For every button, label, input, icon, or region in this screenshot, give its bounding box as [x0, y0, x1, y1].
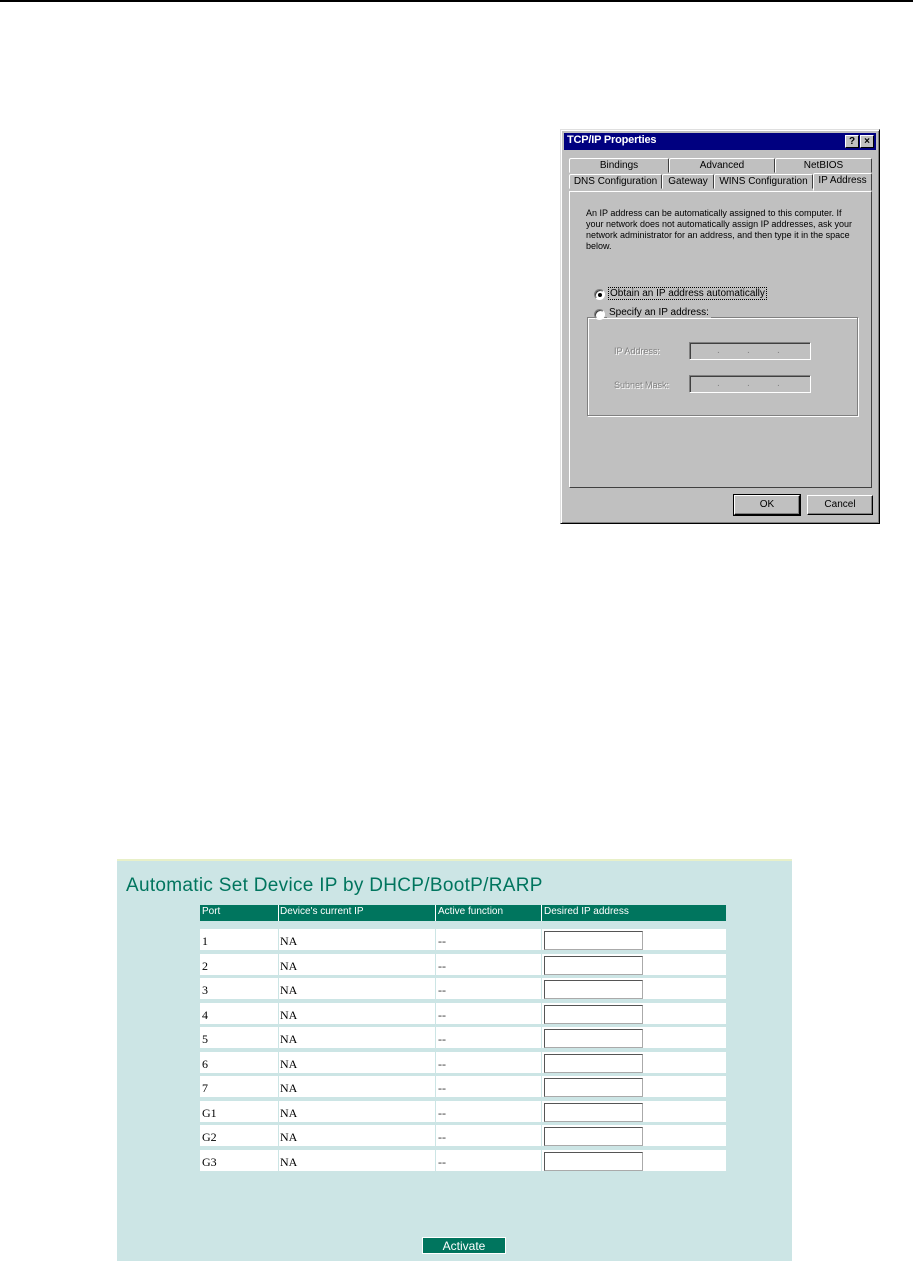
subnet-mask-field[interactable]: . . .	[689, 375, 811, 393]
desired-ip-input[interactable]	[544, 956, 643, 975]
activate-button[interactable]: Activate	[422, 1237, 506, 1254]
port-cell: 1	[202, 934, 208, 948]
tab-gateway[interactable]: Gateway	[662, 174, 714, 189]
current-ip-cell: NA	[280, 1081, 298, 1095]
desired-ip-input[interactable]	[544, 1152, 643, 1171]
table-row	[200, 978, 726, 999]
desired-ip-input[interactable]	[544, 980, 643, 999]
port-cell: 5	[202, 1032, 208, 1046]
radio-obtain-automatically-label[interactable]: Obtain an IP address automatically	[610, 288, 765, 299]
port-cell: 4	[202, 1007, 208, 1022]
tcpip-properties-dialog	[560, 129, 880, 524]
radio-obtain-automatically[interactable]	[594, 289, 605, 300]
table-row	[200, 1150, 726, 1171]
page-title: Automatic Set Device IP by DHCP/BootP/RARP	[126, 875, 543, 896]
active-function-cell: --	[438, 1081, 446, 1095]
current-ip-cell: NA	[280, 983, 298, 997]
page-top-rule	[0, 0, 913, 2]
port-cell: G2	[202, 1130, 217, 1144]
current-ip-cell: NA	[280, 1056, 298, 1071]
auto-set-ip-panel	[117, 859, 792, 1261]
current-ip-cell: NA	[280, 1130, 298, 1144]
ip-address-panel	[569, 191, 872, 488]
ok-button[interactable]: OK	[734, 495, 800, 515]
table-row	[200, 1003, 726, 1024]
port-cell: 3	[202, 983, 208, 997]
active-function-cell: --	[438, 934, 446, 948]
desired-ip-input[interactable]	[544, 1127, 643, 1146]
active-function-cell: --	[438, 958, 446, 973]
table-row	[200, 1076, 726, 1097]
tab-ip-address[interactable]: IP Address	[813, 173, 872, 191]
current-ip-cell: NA	[280, 1007, 298, 1022]
active-function-cell: --	[438, 1105, 446, 1120]
table-row	[200, 1125, 726, 1146]
desired-ip-input[interactable]	[544, 1005, 643, 1024]
table-row	[200, 1101, 726, 1122]
radio-specify-ip-label[interactable]: Specify an IP address:	[609, 307, 709, 318]
port-cell: 7	[202, 1081, 208, 1095]
ip-description: An IP address can be automatically assigned to this computer. If your network does not automatically assign IP addresses, ask your network administrator for an address, and then type it in the space below.	[586, 208, 852, 251]
desired-ip-input[interactable]	[544, 1054, 643, 1073]
desired-ip-input[interactable]	[544, 1029, 643, 1048]
table-row	[200, 1052, 726, 1073]
table-row	[200, 1027, 726, 1048]
ip-address-field[interactable]: . . .	[689, 342, 811, 360]
tab-netbios[interactable]: NetBIOS	[775, 158, 872, 173]
port-cell: G3	[202, 1154, 217, 1169]
help-button[interactable]: ?	[845, 135, 859, 148]
current-ip-cell: NA	[280, 958, 298, 973]
desired-ip-input[interactable]	[544, 1078, 643, 1097]
specify-ip-group	[587, 317, 858, 416]
port-cell: G1	[202, 1105, 217, 1120]
dialog-titlebar[interactable]	[564, 133, 876, 150]
tab-bindings[interactable]: Bindings	[569, 158, 669, 173]
port-cell: 2	[202, 958, 208, 973]
tab-advanced[interactable]: Advanced	[669, 158, 775, 173]
close-button[interactable]: ×	[860, 135, 874, 148]
radio-selected-dot	[598, 293, 602, 297]
col-desired-ip: Desired IP address	[544, 906, 629, 917]
desired-ip-input[interactable]	[544, 931, 643, 950]
port-cell: 6	[202, 1056, 208, 1071]
active-function-cell: --	[438, 1032, 446, 1046]
radio-specify-ip[interactable]	[594, 309, 605, 320]
tab-dns-configuration[interactable]: DNS Configuration	[569, 174, 662, 189]
active-function-cell: --	[438, 1007, 446, 1022]
current-ip-cell: NA	[280, 1154, 298, 1169]
dialog-title: TCP/IP Properties	[567, 134, 657, 146]
current-ip-cell: NA	[280, 1032, 298, 1046]
table-header	[200, 905, 726, 921]
active-function-cell: --	[438, 1130, 446, 1144]
desired-ip-input[interactable]	[544, 1103, 643, 1122]
tab-wins-configuration[interactable]: WINS Configuration	[714, 174, 813, 189]
active-function-cell: --	[438, 1154, 446, 1169]
table-row	[200, 954, 726, 975]
cancel-button[interactable]: Cancel	[807, 495, 873, 515]
ip-address-label: IP Address:	[614, 346, 660, 356]
current-ip-cell: NA	[280, 1105, 298, 1120]
col-active-function: Active function	[438, 906, 504, 917]
active-function-cell: --	[438, 1056, 446, 1071]
subnet-mask-label: Subnet Mask:	[614, 380, 670, 390]
current-ip-cell: NA	[280, 934, 298, 948]
active-function-cell: --	[438, 983, 446, 997]
col-current-ip: Device's current IP	[280, 906, 364, 917]
col-port: Port	[202, 906, 221, 917]
table-row	[200, 929, 726, 950]
